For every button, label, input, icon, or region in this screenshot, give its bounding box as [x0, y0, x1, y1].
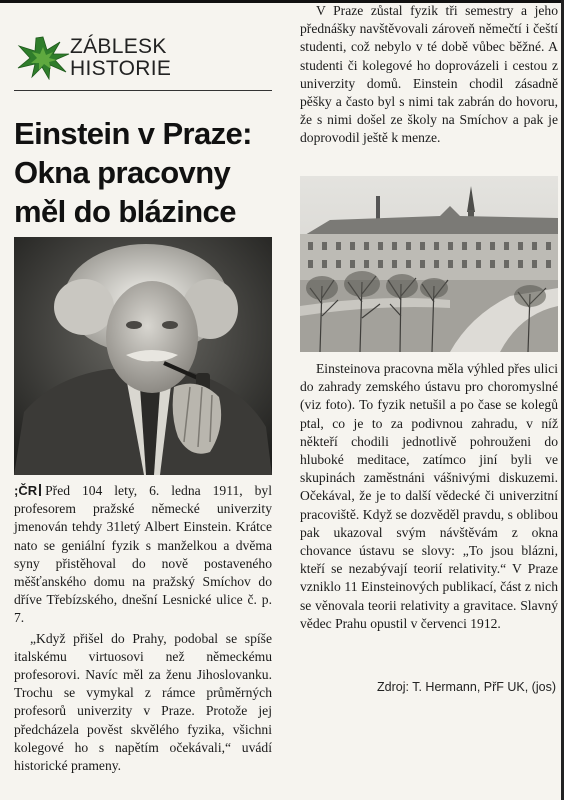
article-paragraph-2: „Když přišel do Prahy, podobal se spíše italskému virtuosovi než německému profesorovi. Navíc měl za ženu Jihoslovanku. Trochu se vymykal z rámce průměrných profesorů univerzity v Praze. Protože jej předcházela pověst skvělého fyzika, všichni kolegové ho s napětím očekávali,“ uvádí historické prameny.: [14, 630, 272, 774]
left-column: [14, 8, 272, 774]
article-body-right-top: [300, 2, 558, 150]
article-paragraph-1: [14, 482, 272, 628]
headline-line-1: Einstein v Praze:: [14, 116, 252, 151]
article-body-left: [14, 482, 272, 777]
headline-line-2: Okna pracovny: [14, 155, 231, 190]
article-paragraph-4: Einsteinova pracovna měla výhled přes ulici do zahrady zemského ústavu pro choromyslné (viz foto). To fyzik netušil a po čase se kolegů ptal, co je to za podivnou zahradu, v níž někteří chodili jednotlivě pohrouženi do hluboké meditace, zatímco jiní byli ve skupinách zaměstnáni vášnivými diskuzemi. Očekával, že je to další vědecké či univerzitní pracoviště. Když se dozvěděl pravdu, s oblibou pak ukazoval svým návštěvám z okna chovance ústavu se slovy: „To jsou blázni, kteří se nezabývají teorií relativity.“ V Praze vzniklo 11 Einsteinových publikací, část z nich se věnovala teorii relativity a gravitace. Slavný vědec Prahu opustil v červenci 1912.: [300, 361, 558, 631]
source-credit: Zdroj: T. Hermann, PřF UK, (jos): [377, 680, 556, 694]
article-body-right-bottom: [300, 360, 558, 635]
headline-line-3: měl do blázince: [14, 194, 236, 229]
asylum-garden-image: [300, 176, 558, 352]
rubric-label: [70, 36, 171, 80]
dateline-separator: [39, 484, 41, 496]
rubric-line-2: HISTORIE: [70, 57, 172, 80]
article-paragraph-1-text: Před 104 lety, 6. ledna 1911, byl profesorem pražské německé univerzity jmenován tehdy 31letý Albert Einstein. Krátce nato se geniální fyzik s manželkou a dvěma syny přistěhoval do nově postaveného měšťanského domu na pražský Smíchov do dříve Třebízského, dnešní Lesnické ulice č. p. 7.: [14, 483, 272, 626]
einstein-portrait-image: [14, 237, 272, 475]
dateline: ;ČR: [14, 483, 38, 498]
starburst-icon: [16, 36, 70, 80]
rubric: [14, 32, 272, 91]
einstein-portrait-photo: [14, 237, 272, 475]
rubric-line-1: ZÁBLESK: [70, 35, 167, 58]
asylum-garden-photo: [300, 176, 558, 352]
article-paragraph-3: V Praze zůstal fyzik tři semestry a jeho přednášky navštěvovali zároveň němečtí i čeští studenti, což nebylo v té době vůbec běžné. A studenti či kolegové ho doprovázeli i cestou z univerzity domů. Einstein chodil zásadně pěšky a často byl s nimi tak zabrán do hovoru, že s nimi došel ze školy na Smíchov a pak je doprovodil ještě k menze.: [300, 3, 558, 146]
headline: [14, 114, 272, 231]
